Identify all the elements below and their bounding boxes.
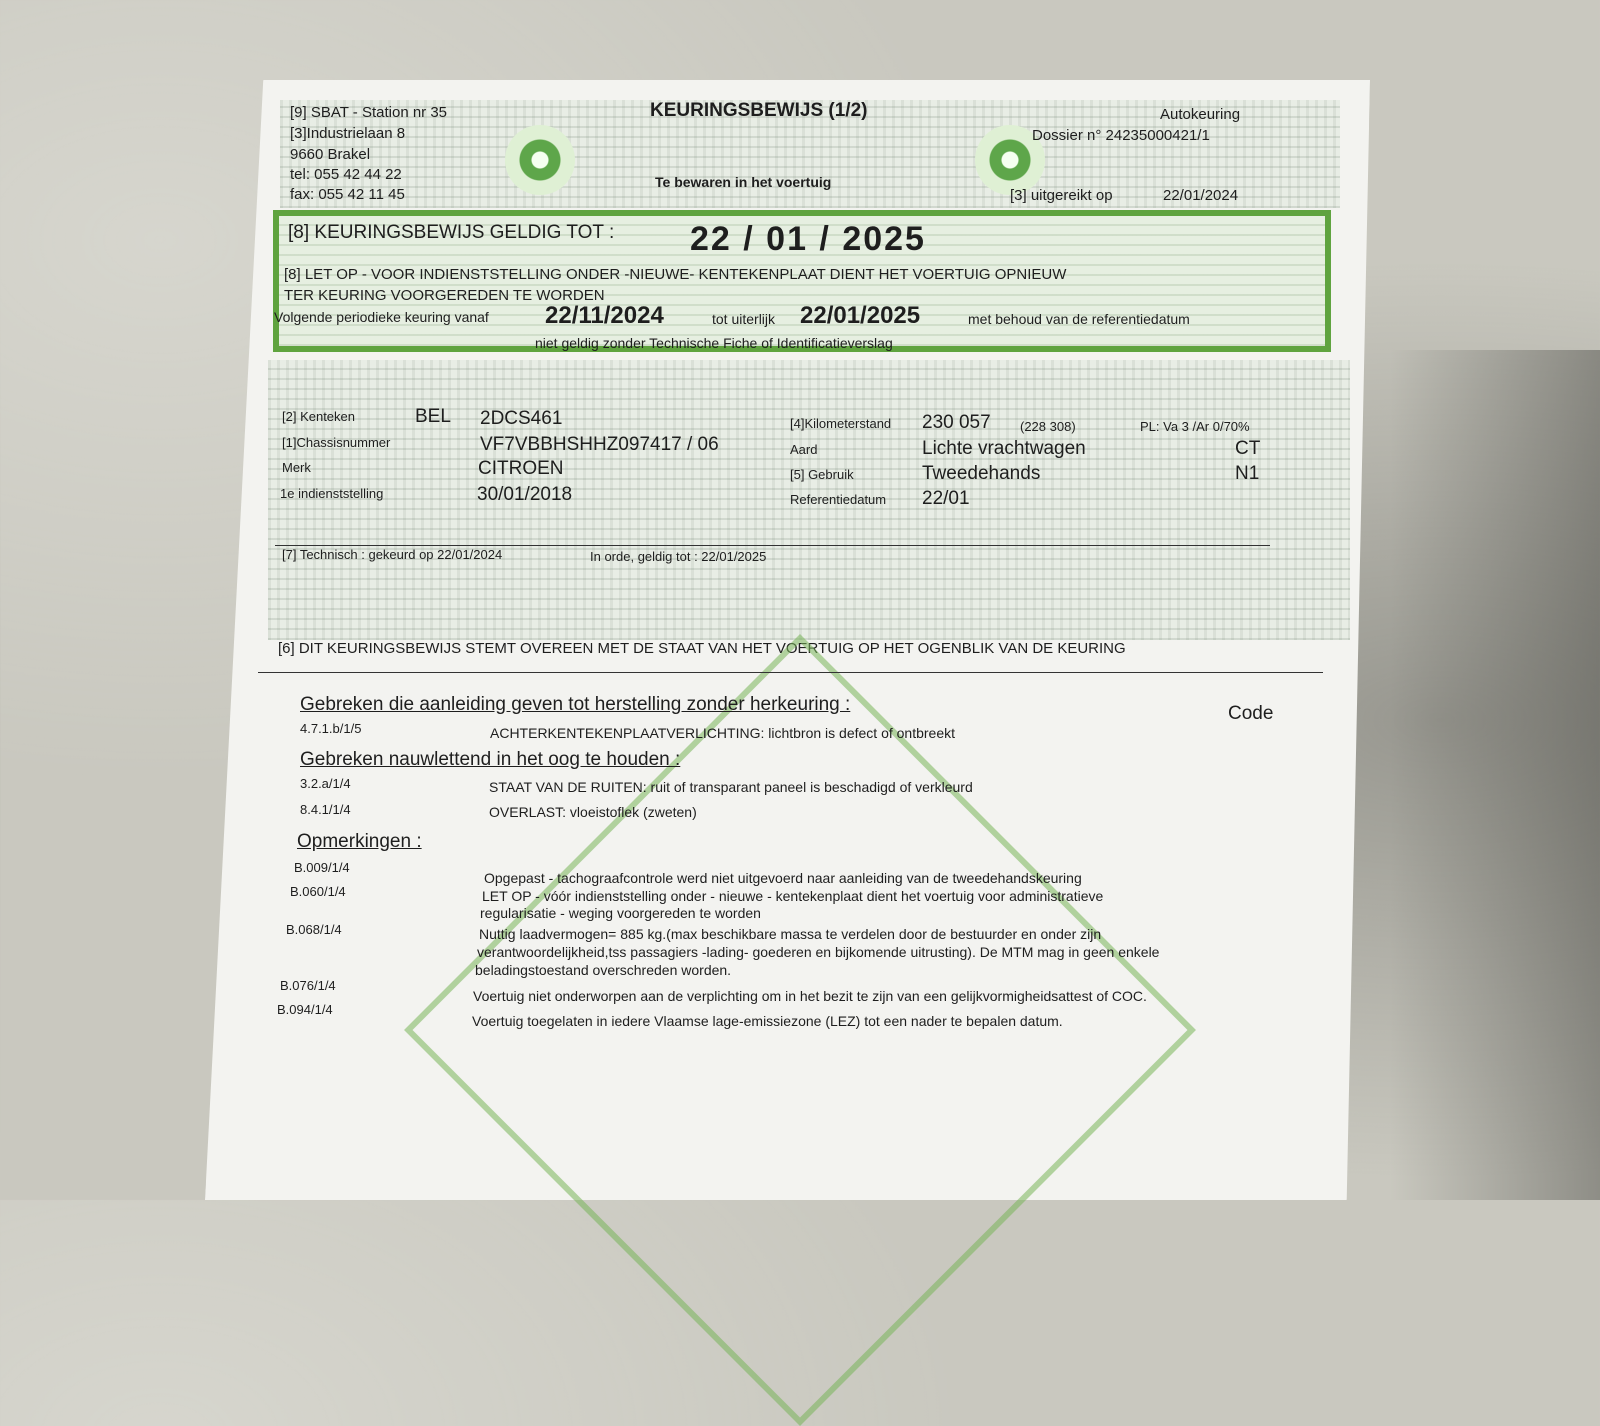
remark-text-5: Voertuig toegelaten in iedere Vlaamse lage-emissiezone (LEZ) tot een nader te bepalen datum. xyxy=(472,1013,1063,1029)
periodic-from-date: 22/11/2024 xyxy=(545,302,664,329)
station-phone: tel: 055 42 44 22 xyxy=(290,166,402,183)
document-title: KEURINGSBEWIJS (1/2) xyxy=(650,100,868,121)
station-address: [3]Industrielaan 8 xyxy=(290,125,406,142)
reference-date-label: Referentiedatum xyxy=(790,492,887,507)
km-label: [4]Kilometerstand xyxy=(790,416,892,431)
validity-date: 22 / 01 / 2025 xyxy=(690,220,926,258)
remark-code-5: B.094/1/4 xyxy=(277,1002,333,1017)
km-value: 230 057 xyxy=(922,412,991,433)
goca-eye-logo-left xyxy=(505,125,575,195)
use-code: N1 xyxy=(1235,463,1260,484)
km-previous: (228 308) xyxy=(1020,419,1076,434)
remarks-heading: Opmerkingen : xyxy=(297,831,422,852)
company-name: Autokeuring xyxy=(1160,106,1241,123)
remark-text-3-line1: Nuttig laadvermogen= 885 kg.(max beschikbare massa te verdelen door de bestuurder en onder zijn xyxy=(479,926,1102,942)
periodic-label: Volgende periodieke keuring vanaf xyxy=(274,309,489,325)
periodic-end-text: met behoud van de referentiedatum xyxy=(968,311,1190,327)
first-registration-date: 30/01/2018 xyxy=(477,484,573,505)
station-fax: fax: 055 42 11 45 xyxy=(290,186,405,203)
watch-defects-heading: Gebreken nauwlettend in het oog te houden : xyxy=(300,749,681,770)
remark-text-3-line3: beladingstoestand overschreden worden. xyxy=(475,962,732,978)
brand-label: Merk xyxy=(282,460,311,475)
brand-value: CITROEN xyxy=(478,458,564,479)
remark-code-4: B.076/1/4 xyxy=(280,978,336,993)
periodic-mid-text: tot uiterlijk xyxy=(712,311,776,327)
type-value: Lichte vrachtwagen xyxy=(922,438,1086,459)
background-shadow xyxy=(1390,350,1600,1200)
not-valid-note: niet geldig zonder Technische Fiche of Identificatieverslag xyxy=(535,335,893,351)
remark-code-1: B.009/1/4 xyxy=(294,860,350,875)
remark-code-2: B.060/1/4 xyxy=(290,884,346,899)
in-order-line: In orde, geldig tot : 22/01/2025 xyxy=(590,549,767,564)
station-name: [9] SBAT - Station nr 35 xyxy=(290,104,448,121)
remark-text-2-line1: LET OP - vóór indienststelling onder - nieuwe - kentekenplaat dient het voertuig voor administratieve xyxy=(482,888,1104,904)
issued-label: [3] uitgereikt op xyxy=(1010,187,1113,204)
watch-defect-text-1: STAAT VAN DE RUITEN: ruit of transparant paneel is beschadigd of verkleurd xyxy=(489,779,973,795)
repair-defect-code: 4.7.1.b/1/5 xyxy=(300,721,362,736)
validity-note-line1: [8] LET OP - VOOR INDIENSTSTELLING ONDER -NIEUWE- KENTEKENPLAAT DIENT HET VOERTUIG OPNIEUW xyxy=(284,266,1067,283)
validity-note-line2: TER KEURING VOORGEREDEN TE WORDEN xyxy=(284,287,605,304)
plate-label: [2] Kenteken xyxy=(282,409,355,424)
pl-info: PL: Va 3 /Ar 0/70% xyxy=(1140,419,1250,434)
keep-in-vehicle-note: Te bewaren in het voertuig xyxy=(655,174,832,190)
conformity-statement: [6] DIT KEURINGSBEWIJS STEMT OVEREEN MET DE STAAT VAN HET VOERTUIG OP HET OGENBLIK VAN DE KEURING xyxy=(278,640,1126,657)
code-column-header: Code xyxy=(1228,703,1274,724)
periodic-to-date: 22/01/2025 xyxy=(800,302,921,329)
first-registration-label: 1e indienststelling xyxy=(280,486,384,501)
plate-number: 2DCS461 xyxy=(480,408,563,429)
dossier-number: Dossier n° 24235000421/1 xyxy=(1032,127,1210,144)
repair-defect-text: ACHTERKENTEKENPLAATVERLICHTING: lichtbron is defect of ontbreekt xyxy=(490,725,956,741)
validity-label: [8] KEURINGSBEWIJS GELDIG TOT : xyxy=(288,222,615,243)
use-label: [5] Gebruik xyxy=(790,467,854,482)
issued-date: 22/01/2024 xyxy=(1163,187,1239,204)
remark-text-4: Voertuig niet onderworpen aan de verplichting om in het bezit te zijn van een gelijkvormigheidsattest of COC. xyxy=(473,988,1147,1004)
vehicle-divider xyxy=(275,545,1270,546)
reference-date-value: 22/01 xyxy=(922,488,970,509)
watch-defect-code-1: 3.2.a/1/4 xyxy=(300,776,351,791)
remark-code-3: B.068/1/4 xyxy=(286,922,342,937)
type-label: Aard xyxy=(790,442,818,457)
plate-country: BEL xyxy=(415,406,451,427)
remark-text-3-line2: verantwoordelijkheid,tss passagiers -lading- goederen en bijkomende uitrusting). De MTM mag in geen enkele xyxy=(477,944,1160,960)
use-value: Tweedehands xyxy=(922,463,1041,484)
chassis-label: [1]Chassisnummer xyxy=(282,435,391,450)
watch-defect-code-2: 8.4.1/1/4 xyxy=(300,802,351,817)
section-border xyxy=(258,672,1323,673)
remark-text-2-line2: regularisatie - weging voorgereden te worden xyxy=(480,905,761,921)
technical-check-line: [7] Technisch : gekeurd op 22/01/2024 xyxy=(282,547,503,562)
type-code: CT xyxy=(1235,438,1261,459)
station-city: 9660 Brakel xyxy=(290,146,371,163)
remark-text-1: Opgepast - tachograafcontrole werd niet uitgevoerd naar aanleiding van de tweedehandskeuring xyxy=(484,870,1082,886)
repair-defects-heading: Gebreken die aanleiding geven tot herstelling zonder herkeuring : xyxy=(300,694,851,715)
chassis-number: VF7VBBHSHHZ097417 / 06 xyxy=(480,434,719,455)
watch-defect-text-2: OVERLAST: vloeistoflek (zweten) xyxy=(489,804,697,820)
